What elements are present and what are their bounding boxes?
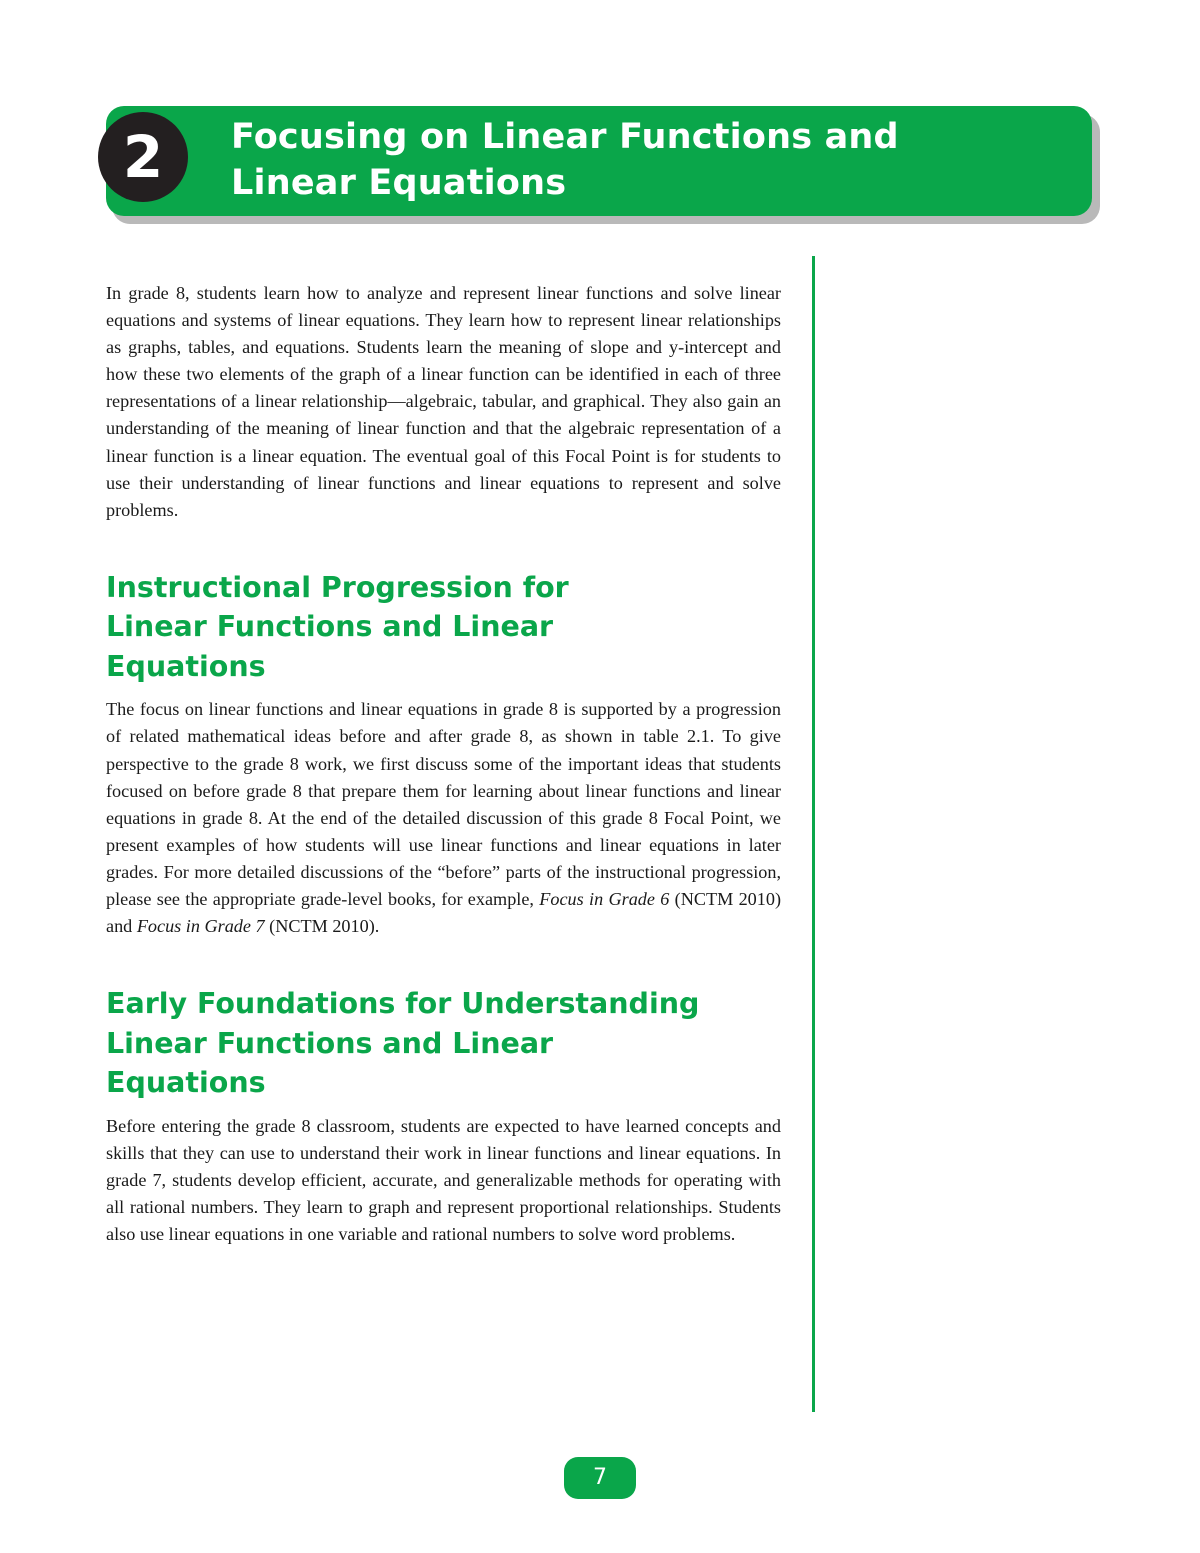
margin-rule xyxy=(812,256,815,1412)
section-heading-early-foundations xyxy=(106,984,781,1103)
reference-citation: (NCTM 2010) and xyxy=(106,889,782,937)
chapter-title xyxy=(231,114,1071,206)
reference-citation: (NCTM 2010). xyxy=(269,916,380,937)
reference-title: Focus in Grade 6 xyxy=(539,889,670,909)
chapter-title-line-2: Linear Equations xyxy=(231,163,567,203)
section-heading-line: Equations xyxy=(106,649,266,683)
section-heading-line: Instructional Progression for xyxy=(106,570,569,604)
page-number: 7 xyxy=(564,1457,636,1499)
section-heading-instructional-progression xyxy=(106,568,781,687)
main-content xyxy=(106,280,781,1248)
section-heading-line: Linear Functions and Linear xyxy=(106,610,554,644)
chapter-title-line-1: Focusing on Linear Functions and xyxy=(231,117,899,157)
early-foundations-paragraph: Before entering the grade 8 classroom, students are expected to have learned concepts and skills that they can use to understand their work in linear functions and linear equations. In grade 7, students develop efficient, accurate, and generalizable methods for operating with all rational numbers. They learn to graph and represent proportional relationships. Students also use linear equations in one variable and rational numbers to solve word problems. xyxy=(106,1115,781,1245)
section-heading-line: Equations xyxy=(106,1066,266,1100)
reference-title: Focus in Grade 7 xyxy=(136,916,265,937)
paragraph-text: The focus on linear functions and linear equations in grade 8 is supported by a progression of related mathematical ideas before and after grade 8, as shown in table 2.1. To give perspective to the grade 8 work, we first discuss some of the important ideas that students focused on before grade 8 that prepare them for learning about linear functions and linear equations in grade 8. At the end of the detailed discussion of this grade 8 Focal Point, we present examples of how students will use linear functions and linear equations in later grades. For more detailed discussions of the “before” parts of the instructional progression, please see the appropriate grade-level books, for example, xyxy=(106,699,781,909)
instructional-progression-paragraph xyxy=(106,696,781,940)
chapter-number-badge: 2 xyxy=(98,112,188,202)
section-heading-line: Early Foundations for Understanding xyxy=(106,987,700,1021)
section-heading-line: Linear Functions and Linear xyxy=(106,1026,554,1060)
intro-paragraph: In grade 8, students learn how to analyze and represent linear functions and solve linear equations and systems of linear equations. They learn how to represent linear relationships as graphs, tables, and equations. Students learn the meaning of slope and y-intercept and how these two elements of the graph of a linear function can be identified in each of three representations of a linear relationship—algebraic, tabular, and graphical. They also gain an understanding of the meaning of linear function and that the algebraic representation of a linear function is a linear equation. The eventual goal of this Focal Point is for students to use their understanding of linear functions and linear equations to represent and solve problems. xyxy=(106,283,781,520)
